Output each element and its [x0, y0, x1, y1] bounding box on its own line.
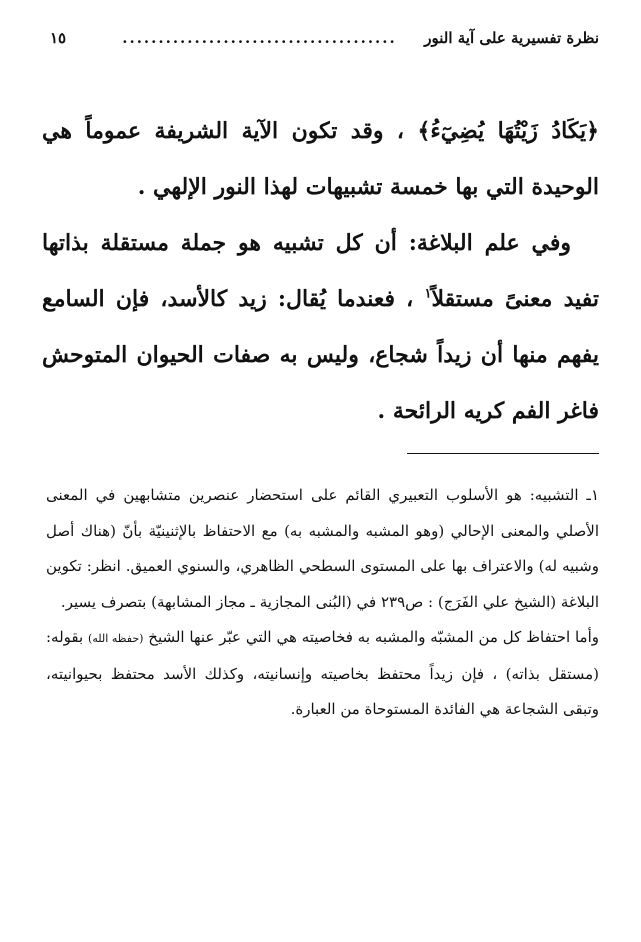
honorific-text: (حفظه الله): [88, 632, 144, 645]
footnote-continuation-after: بقوله: (مستقل بذاته) ، فإن زيداً محتفظ بخاصيته وإنسانيته، وكذلك الأسد محتفظ بحيوانيته، وتبقى الشجاعة هي الفائدة المستوحاة من العبارة.: [46, 628, 599, 718]
quran-verse: ﴿يَكَادُ زَيْتُهَا يُضِيٓءُ﴾: [417, 118, 600, 144]
paragraph-1-text: ، وقد تكون الآية الشريفة عموماً هي الوحيدة التي بها خمسة تشبيهات لهذا النور الإلهي .: [42, 118, 599, 200]
page-number: ١٥: [50, 29, 67, 47]
footnotes: [46, 478, 599, 728]
footnote-separator: [407, 453, 599, 454]
footnote-1-continuation: [46, 620, 599, 728]
footnote-1: ١ـ التشبيه: هو الأسلوب التعبيري القائم على استحضار عنصرين متشابهين في المعنى الأصلي والمعنى الإحالي (وهو المشبه والمشبه به) مع الاحتفاظ بالإثنينيّة بأنّ (هناك أصل وشبيه له) والاعتراف بها على المستوى السطحي الظاهري، والسنوي العميق. انظر: تكوين البلاغة (الشيخ علي الفَرَج) : ص٢٣٩ في (البُنى المجازية ـ مجاز المشابهة) بتصرف يسير.: [46, 486, 599, 611]
header-title: نظرة تفسيرية على آية النور: [424, 29, 599, 47]
paragraph-2: [42, 215, 599, 439]
running-header: [50, 22, 599, 54]
paragraph-2-text-after: ، فعندما يُقال: زيد كالأسد، فإن السامع يفهم منها أن زيداً شجاع، وليس به صفات الحيوان المتوحش فاغر الفم كريه الرائحة .: [42, 286, 599, 424]
main-text: [42, 103, 599, 439]
footnote-reference-1[interactable]: ١: [424, 286, 432, 302]
paragraph-2-text-before: وفي علم البلاغة: أن كل تشبيه هو جملة مستقلة بذاتها تفيد معنىً مستقلاً: [42, 230, 600, 312]
header-dot-leader: ......................................: [122, 29, 397, 47]
paragraph-1: [42, 103, 599, 215]
footnote-continuation-before: وأما احتفاظ كل من المشبّه والمشبه به فخاصيته هي التي عبّر عنها الشيخ: [143, 628, 600, 646]
